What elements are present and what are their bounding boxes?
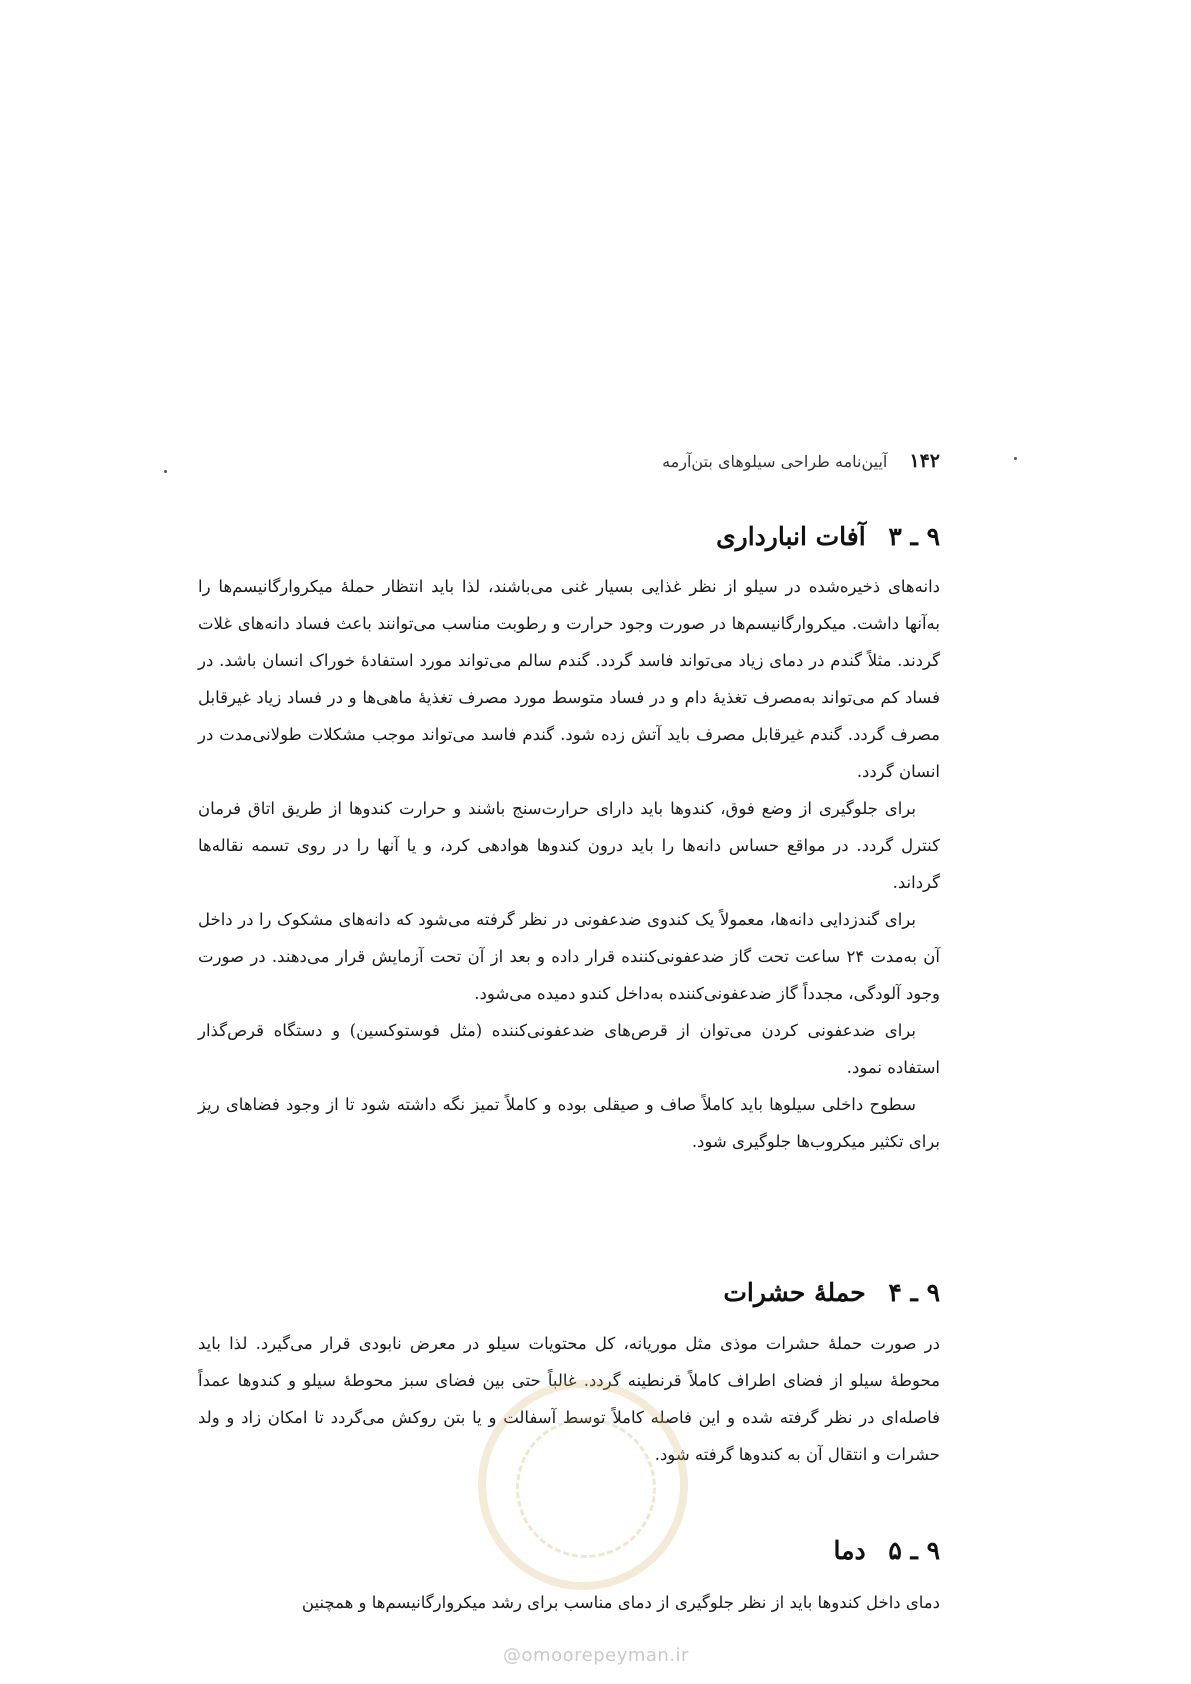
section-body-pests xyxy=(198,568,940,1160)
paragraph: برای ضدعفونی کردن می‌توان از قرص‌های ضدعفونی‌کننده (مثل فوستوکسین) و دستگاه قرص‌گذار استفاده نمود. xyxy=(198,1021,940,1077)
scan-speck xyxy=(1014,457,1017,460)
section-body-temperature xyxy=(198,1584,940,1621)
section-number: ۹ ـ ۴ xyxy=(888,1278,940,1307)
section-title: آفات انبارداری xyxy=(716,522,866,551)
watermark-seal-icon xyxy=(478,1380,688,1590)
section-title: حملهٔ حشرات xyxy=(723,1278,866,1307)
scan-speck xyxy=(164,470,167,473)
paragraph: دمای داخل کندوها باید از نظر جلوگیری از دمای مناسب برای رشد میکروارگانیسم‌ها و همچنین xyxy=(301,1593,940,1612)
section-heading-temperature xyxy=(834,1536,940,1565)
section-heading-pests xyxy=(716,522,940,551)
paragraph: برای جلوگیری از وضع فوق، کندوها باید دارای حرارت‌سنج باشند و حرارت کندوها از طریق اتاق فرمان کنترل گردد. در مواقع حساس دانه‌ها را باید درون کندوها هوادهی کرد، و یا آنها را در روی تسمه نقاله‌ها گرداند. xyxy=(198,799,940,892)
section-number: ۹ ـ ۳ xyxy=(888,522,940,551)
paragraph: برای گندزدایی دانه‌ها، معمولاً یک کندوی ضدعفونی در نظر گرفته می‌شود که دانه‌های مشکوک را در داخل آن به‌مدت ۲۴ ساعت تحت گاز ضدعفونی‌کننده قرار داده و بعد از آن تحت آزمایش قرار می‌دهند. در صورت وجود آلودگی، مجدداً گاز ضدعفونی‌کننده به‌داخل کندو دمیده می‌شود. xyxy=(198,910,940,1003)
page-number: ۱۴۲ xyxy=(909,450,940,472)
section-heading-insects xyxy=(723,1278,940,1307)
watermark-url: @omoorepeyman.ir xyxy=(503,1645,689,1666)
section-title: دما xyxy=(833,1536,866,1565)
paragraph: در صورت حملهٔ حشرات موذی مثل موریانه، کل محتویات سیلو در معرض نابودی قرار می‌گیرد. لذا باید محوطهٔ سیلو از فضای اطراف کاملاً قرنطینه گردد. غالباً حتی بین فضای سبز محوطهٔ سیلو و کندوها عمداً فاصله‌ای در نظر گرفته شده و این فاصله کاملاً توسط آسفالت و یا بتن روکش می‌گردد تا امکان زاد و ولد حشرات و انتقال آن به کندوها گرفته شود. xyxy=(198,1334,940,1464)
running-header xyxy=(640,446,940,476)
paragraph: دانه‌های ذخیره‌شده در سیلو از نظر غذایی بسیار غنی می‌باشند، لذا باید انتظار حملهٔ میکروارگانیسم‌ها را به‌آنها داشت. میکروارگانیسم‌ها در صورت وجود حرارت و رطوبت مناسب می‌توانند باعث فساد دانه‌های غلات گردند. مثلاً گندم در دمای زیاد می‌تواند فاسد گردد. گندم سالم می‌تواند مورد استفادهٔ خوراک انسان باشد. در فساد کم می‌تواند به‌مصرف تغذیهٔ دام و در فساد متوسط مورد مصرف تغذیهٔ ماهی‌ها و در فساد زیاد غیرقابل مصرف گردد. گندم غیرقابل مصرف باید آتش زده شود. گندم فاسد می‌تواند موجب مشکلات طولانی‌مدت در انسان گردد. xyxy=(198,577,940,781)
section-number: ۹ ـ ۵ xyxy=(888,1536,940,1565)
book-title: آیین‌نامه طراحی سیلوهای بتن‌آرمه xyxy=(662,451,888,471)
paragraph: سطوح داخلی سیلوها باید کاملاً صاف و صیقلی بوده و کاملاً تمیز نگه داشته شود تا از وجود فضاهای ریز برای تکثیر میکروب‌ها جلوگیری شود. xyxy=(198,1095,940,1151)
